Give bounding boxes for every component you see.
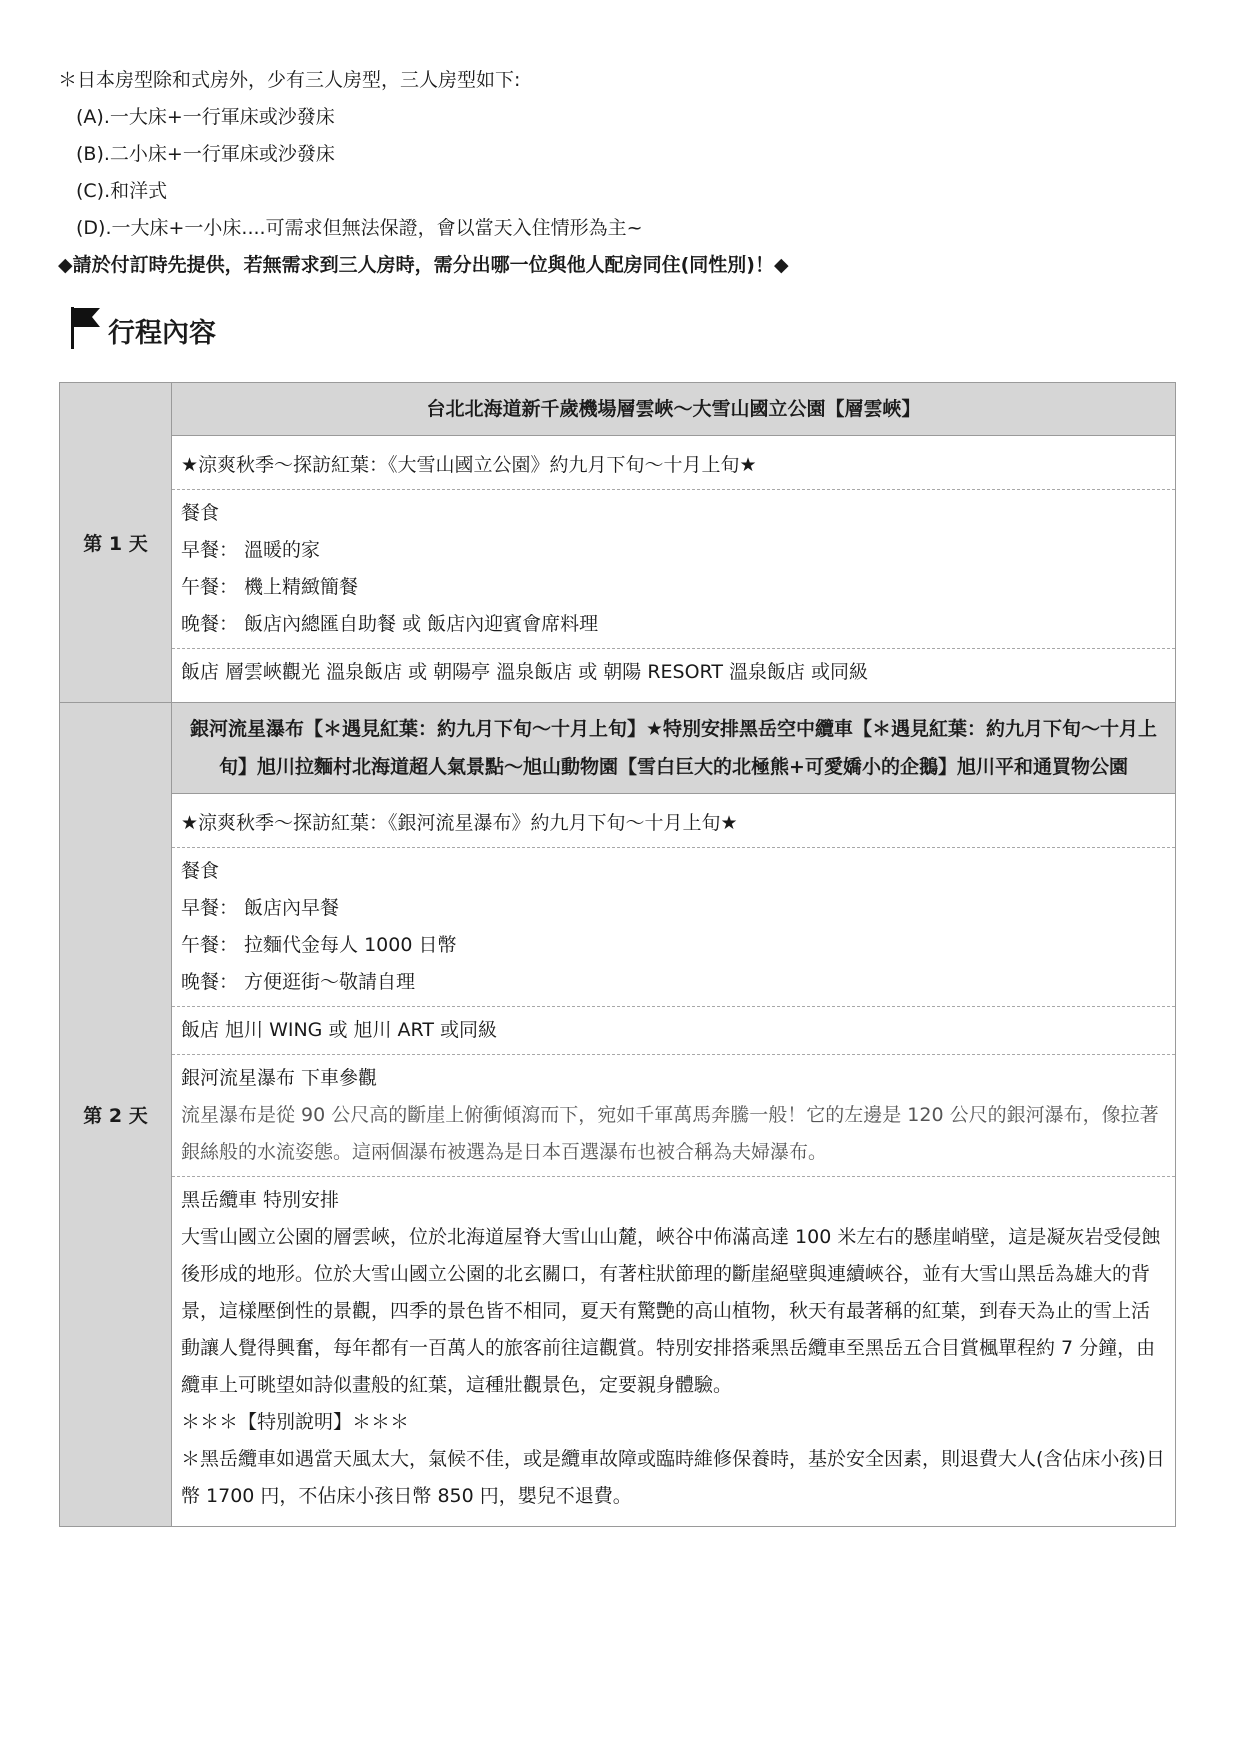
day2-meals	[172, 848, 1175, 1007]
special-note: ＊黑岳纜車如遇當天風太大，氣候不佳，或是纜車故障或臨時維修保養時，基於安全因素，則退費大人(含佔床小孩)日幣 1700 円，不佔床小孩日幣 850 円，嬰兒不退費。	[181, 1448, 1165, 1507]
day2-spot-ropeway	[172, 1177, 1175, 1520]
special-note-title: ＊＊＊【特別說明】＊＊＊	[181, 1411, 410, 1433]
day2-highlight: ★涼爽秋季～探訪紅葉：《銀河流星瀑布》約九月下旬～十月上旬★	[172, 800, 1175, 848]
room-option-d: (D).一大床+一小床....可需求但無法保證，會以當天入住情形為主~	[76, 217, 643, 239]
meal-breakfast: 早餐： 飯店內早餐	[181, 897, 340, 919]
section-heading	[68, 303, 216, 351]
meal-breakfast: 早餐： 溫暖的家	[181, 539, 321, 561]
room-option-c: (C).和洋式	[76, 180, 168, 202]
itinerary-table	[59, 382, 1176, 1527]
day1-label: 第 1 天	[60, 383, 172, 703]
spot-description: 大雪山國立公園的層雲峽，位於北海道屋脊大雪山山麓，峽谷中佈滿高達 100 米左右的懸崖峭壁，這是凝灰岩受侵蝕後形成的地形。位於大雪山國立公園的北玄關口，有著柱狀節理的斷崖絕壁與連續峽谷，並有大雪山黑岳為雄大的背景，這樣壓倒性的景觀，四季的景色皆不相同，夏天有驚艷的高山植物，秋天有最著稱的紅葉，到春天為止的雪上活動讓人覺得興奮，每年都有一百萬人的旅客前往這觀賞。特別安排搭乘黑岳纜車至黑岳五合目賞楓單程約 7 分鐘，由纜車上可眺望如詩似畫般的紅葉，這種壯觀景色，定要親身體驗。	[181, 1226, 1161, 1396]
room-type-intro: ＊日本房型除和式房外，少有三人房型，三人房型如下:	[58, 69, 521, 91]
day1-hotel: 飯店 層雲峽觀光 溫泉飯店 或 朝陽亭 溫泉飯店 或 朝陽 RESORT 溫泉飯店 或同級	[181, 661, 869, 683]
day2-header: 銀河流星瀑布【＊遇見紅葉：約九月下旬～十月上旬】★特別安排黑岳空中纜車【＊遇見紅葉：約九月下旬～十月上旬】旭川拉麵村北海道超人氣景點～旭山動物園【雪白巨大的北極熊+可愛嬌小的企鵝】旭川平和通買物公園	[172, 703, 1176, 794]
day1-meals	[172, 490, 1175, 649]
day2-label: 第 2 天	[60, 703, 172, 1527]
day2-content	[172, 794, 1176, 1527]
spot-title: 黑岳纜車 特別安排	[181, 1189, 340, 1211]
day2-hotel: 飯店 旭川 WING 或 旭川 ART 或同級	[172, 1007, 1175, 1055]
room-option-b: (B).二小床+一行軍床或沙發床	[76, 143, 335, 165]
meals-title: 餐食	[181, 502, 220, 524]
day2-content-row	[60, 794, 1176, 1527]
day2-spot-waterfall	[172, 1055, 1175, 1177]
day1-highlight: ★涼爽秋季～探訪紅葉：《大雪山國立公園》約九月下旬～十月上旬★	[172, 442, 1175, 490]
spot-description: 流星瀑布是從 90 公尺高的斷崖上俯衝傾瀉而下，宛如千軍萬馬奔騰一般！它的左邊是 120 公尺的銀河瀑布，像拉著銀絲般的水流姿態。這兩個瀑布被選為是日本百選瀑布也被合稱為夫婦瀑布。	[181, 1104, 1159, 1163]
spot-title: 銀河流星瀑布 下車參觀	[181, 1067, 378, 1089]
room-type-notes	[58, 62, 1178, 284]
meals-title: 餐食	[181, 860, 220, 882]
flag-icon	[68, 305, 102, 351]
meal-lunch: 午餐： 機上精緻簡餐	[181, 576, 359, 598]
day1-header: 台北北海道新千歲機場層雲峽～大雪山國立公園【層雲峽】	[172, 383, 1176, 436]
day2-header-row	[60, 703, 1176, 794]
day1-header-row	[60, 383, 1176, 436]
day1-content-row	[60, 436, 1176, 703]
room-warning: ◆請於付訂時先提供，若無需求到三人房時，需分出哪一位與他人配房同住(同性別)！◆	[58, 254, 789, 276]
meal-dinner: 晚餐： 方便逛街～敬請自理	[181, 971, 416, 993]
day1-content	[172, 436, 1176, 703]
meal-dinner: 晚餐： 飯店內總匯自助餐 或 飯店內迎賓會席料理	[181, 613, 599, 635]
section-title: 行程內容	[108, 318, 216, 349]
meal-lunch: 午餐： 拉麵代金每人 1000 日幣	[181, 934, 457, 956]
room-option-a: (A).一大床+一行軍床或沙發床	[76, 106, 335, 128]
